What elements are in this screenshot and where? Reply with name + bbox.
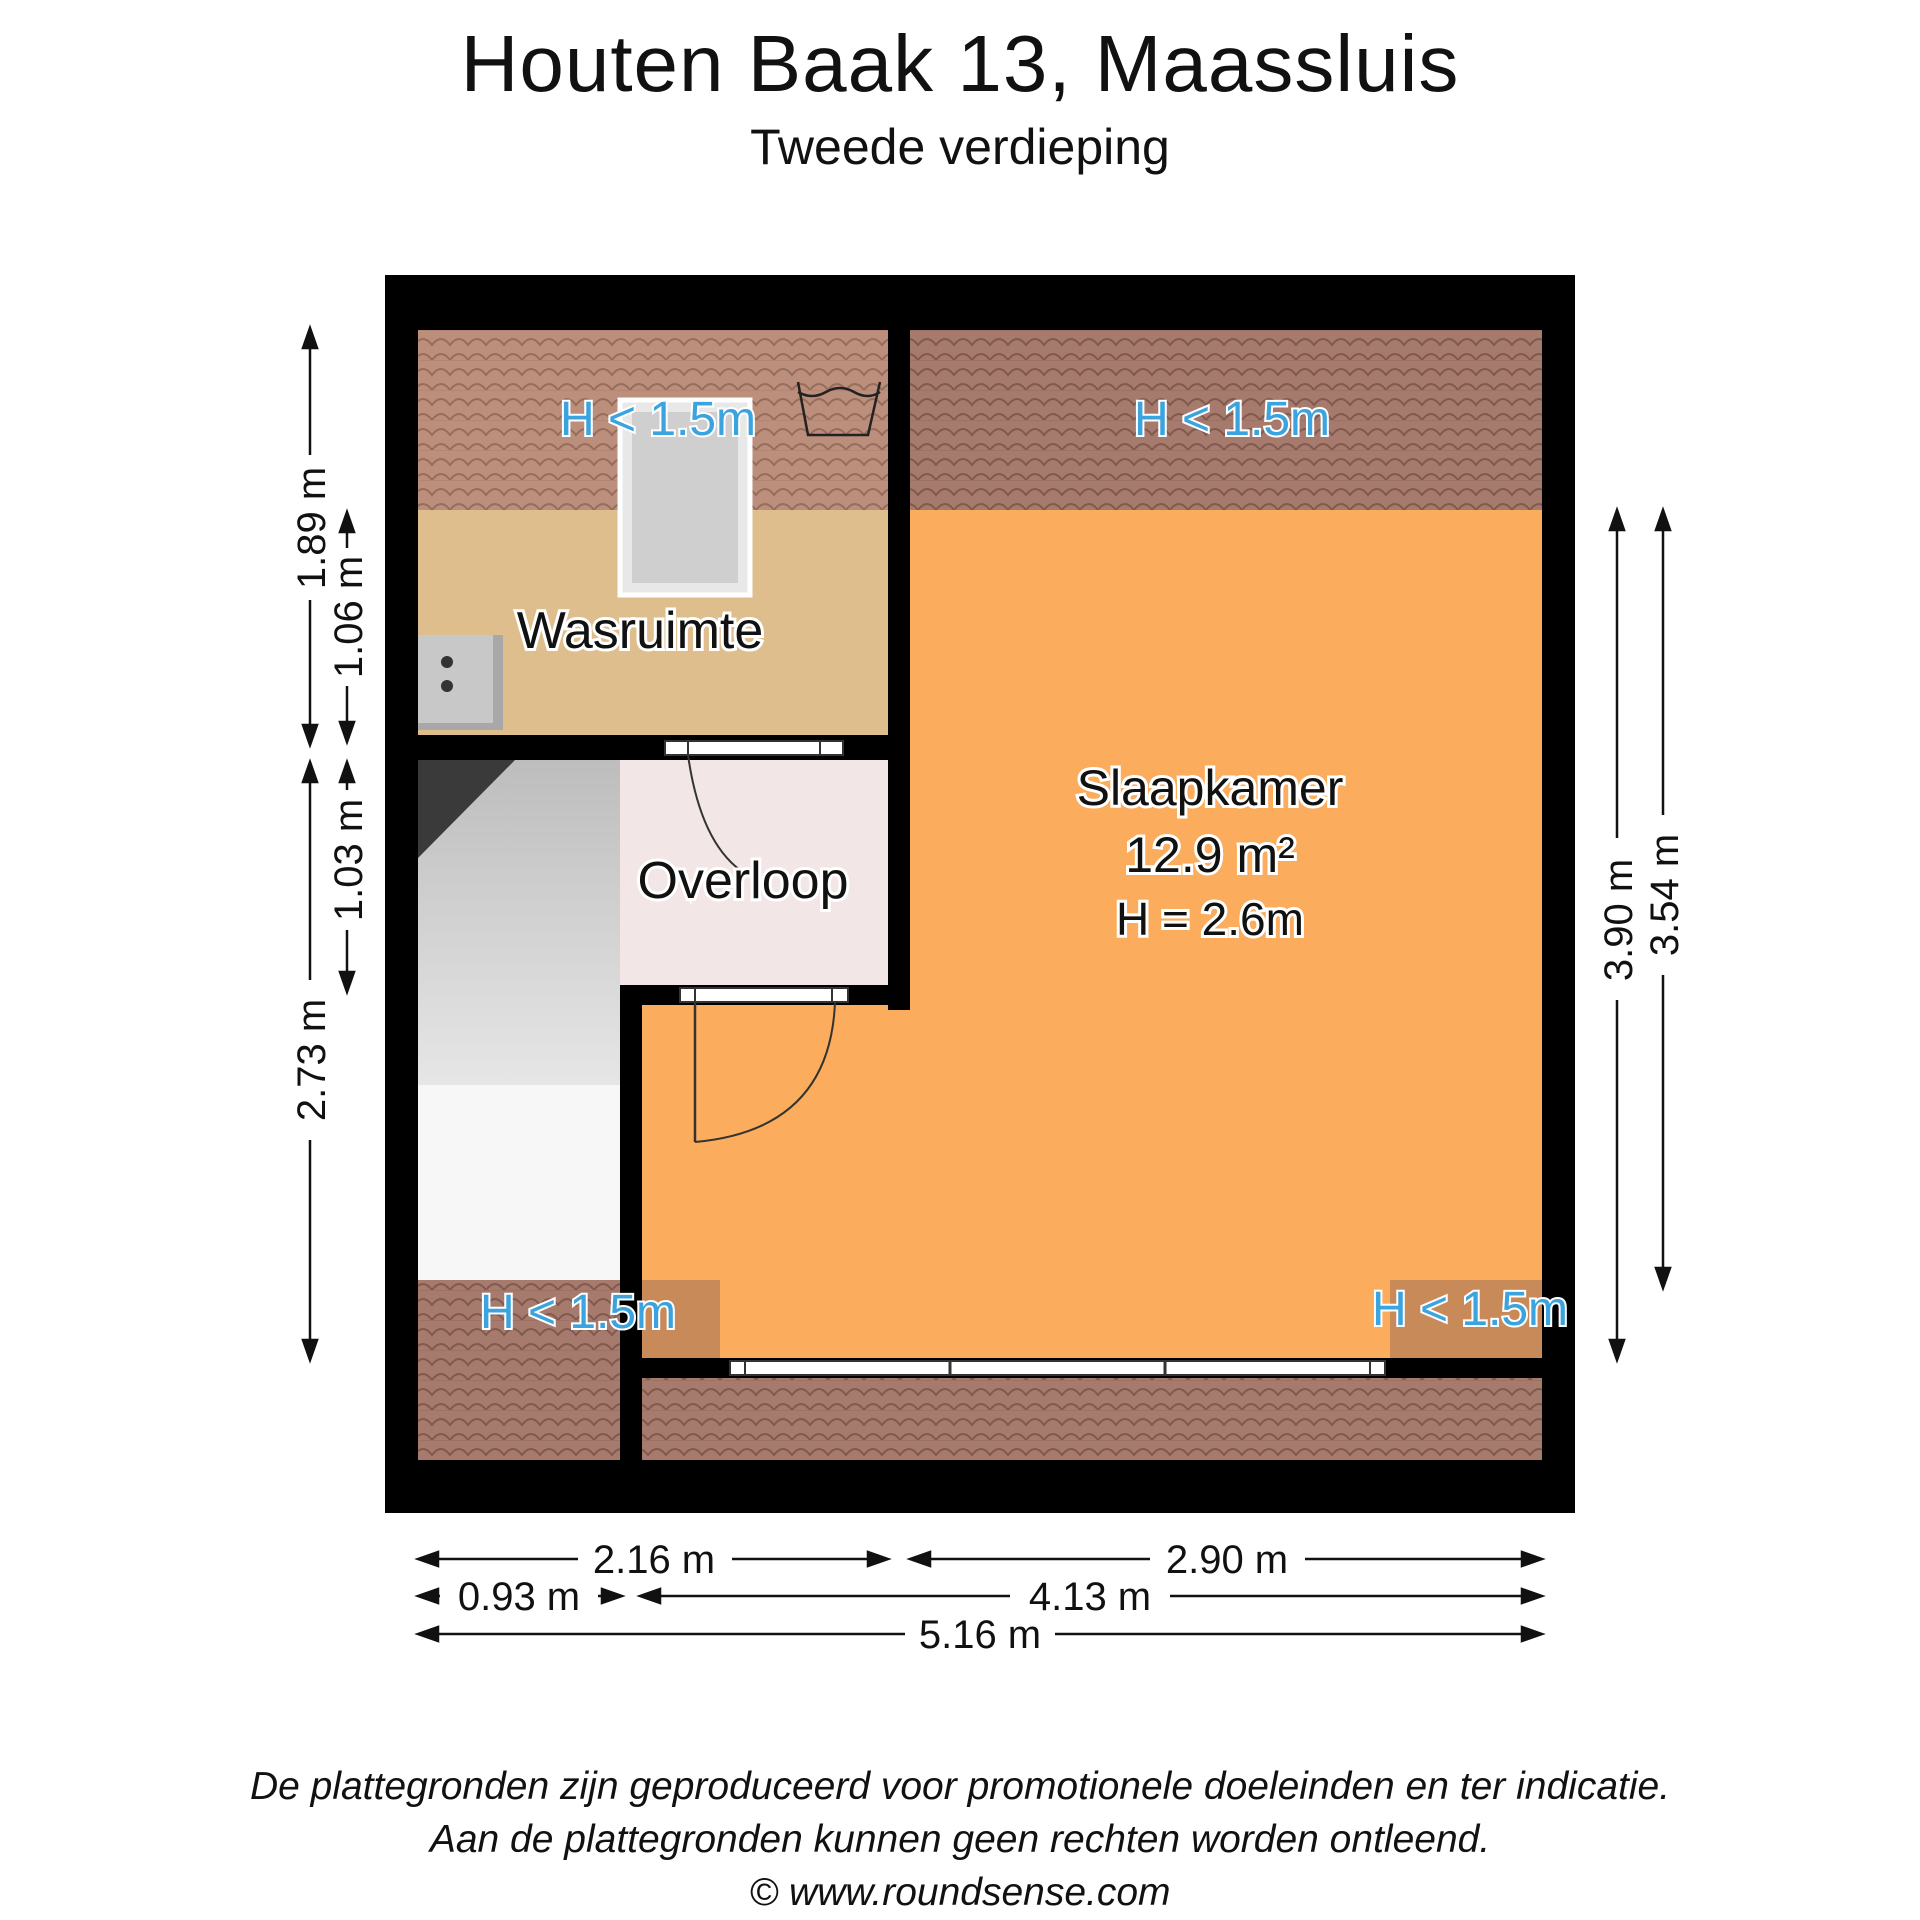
low-ceiling-label: H < 1.5m <box>479 1286 677 1339</box>
wall-washroom-right <box>888 330 910 1010</box>
low-ceiling-label: H < 1.5m <box>559 393 757 446</box>
slaapkamer-label: Slaapkamer <box>1076 760 1344 816</box>
dimension-label: 3.90 m <box>1597 858 1641 982</box>
dimension-label: 2.90 m <box>1165 1538 1289 1582</box>
copyright-link[interactable]: © www.roundsense.com <box>749 1871 1171 1914</box>
page-title: Houten Baak 13, Maassluis <box>460 19 1460 108</box>
low-ceiling-label: H < 1.5m <box>1371 1283 1569 1336</box>
disclaimer <box>0 1760 1920 1919</box>
dimension-label: 2.16 m <box>592 1538 716 1582</box>
dimension-label: 0.93 m <box>457 1575 581 1619</box>
window-icon <box>730 1361 1385 1375</box>
dimension-label: 3.54 m <box>1643 833 1687 957</box>
dimension-label: 2.73 m <box>290 998 334 1122</box>
roof-bottom <box>642 1378 1542 1460</box>
stairwell-lower <box>418 1085 620 1280</box>
floor-subtitle: Tweede verdieping <box>750 119 1170 175</box>
slaapkamer-area: 12.9 m² <box>1125 827 1295 883</box>
overloop-label: Overloop <box>637 852 849 910</box>
disclaimer-line: Aan de plattegronden kunnen geen rechten worden ontleend. <box>429 1818 1491 1861</box>
slaapkamer-height: H = 2.6m <box>1116 893 1304 945</box>
dimension-label: 4.13 m <box>1028 1575 1152 1619</box>
washer-icon <box>418 635 503 730</box>
wasruimte-label: Wasruimte <box>516 602 764 660</box>
low-ceiling-label: H < 1.5m <box>1133 393 1331 446</box>
dimension-label: 1.89 m <box>290 466 334 590</box>
dimension-label: 5.16 m <box>918 1613 1042 1657</box>
wall-stair-right <box>620 985 642 1460</box>
dimension-label: 1.06 m <box>327 555 371 679</box>
disclaimer-line: De plattegronden zijn geproduceerd voor promotionele doeleinden en ter indicatie. <box>249 1765 1671 1808</box>
dimension-label: 1.03 m <box>327 798 371 922</box>
